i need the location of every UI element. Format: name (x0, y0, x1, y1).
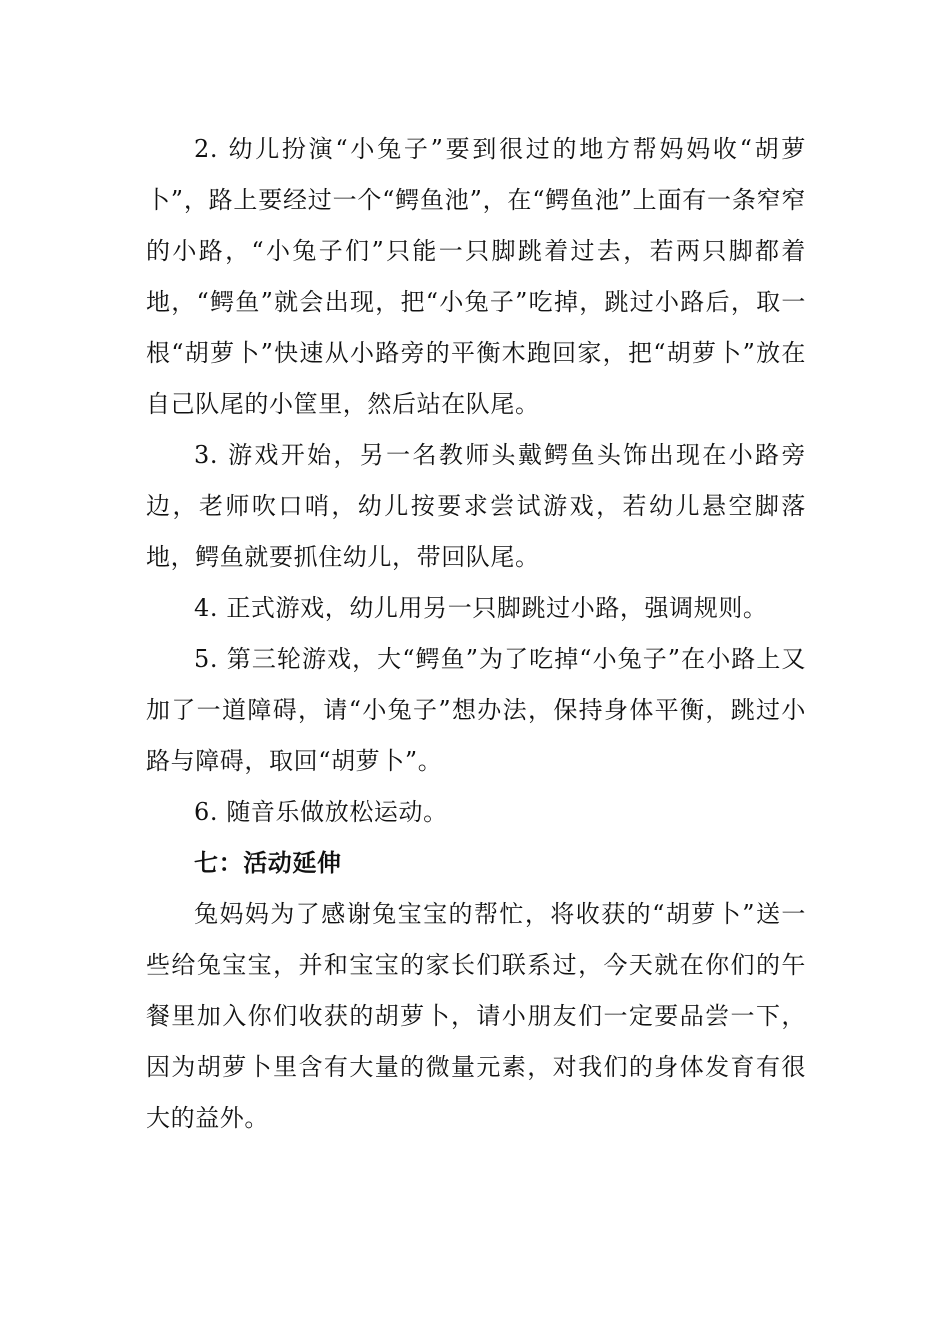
step-6-paragraph: 6. 随音乐做放松运动。 (194, 798, 448, 826)
section-heading: 七：活动延伸 (194, 849, 342, 877)
closing-paragraph: 兔妈妈为了感谢兔宝宝的帮忙，将收获的“胡萝卜”送一些给兔宝宝，并和宝宝的家长们联系过，今天就在你们的午餐里加入你们收获的胡萝卜，请小朋友们一定要品尝一下，因为胡萝卜里含有大量的微量元素，对我们的身体发育有很大的益外。 (146, 900, 806, 1132)
step-3-paragraph: 3. 游戏开始，另一名教师头戴鳄鱼头饰出现在小路旁边，老师吹口哨，幼儿按要求尝试游戏，若幼儿悬空脚落地，鳄鱼就要抓住幼儿，带回队尾。 (146, 441, 806, 571)
step-5-paragraph: 5. 第三轮游戏，大“鳄鱼”为了吃掉“小兔子”在小路上又加了一道障碍，请“小兔子”想办法，保持身体平衡，跳过小路与障碍，取回“胡萝卜”。 (146, 645, 806, 775)
document-body (146, 124, 806, 1144)
step-4-paragraph: 4. 正式游戏，幼儿用另一只脚跳过小路，强调规则。 (194, 594, 768, 622)
step-2-paragraph: 2. 幼儿扮演“小兔子”要到很过的地方帮妈妈收“胡萝卜”，路上要经过一个“鳄鱼池”，在“鳄鱼池”上面有一条窄窄的小路，“小兔子们”只能一只脚跳着过去，若两只脚都着地，“鳄鱼”就会出现，把“小兔子”吃掉，跳过小路后，取一根“胡萝卜”快速从小路旁的平衡木跑回家，把“胡萝卜”放在自己队尾的小筐里，然后站在队尾。 (146, 135, 806, 418)
